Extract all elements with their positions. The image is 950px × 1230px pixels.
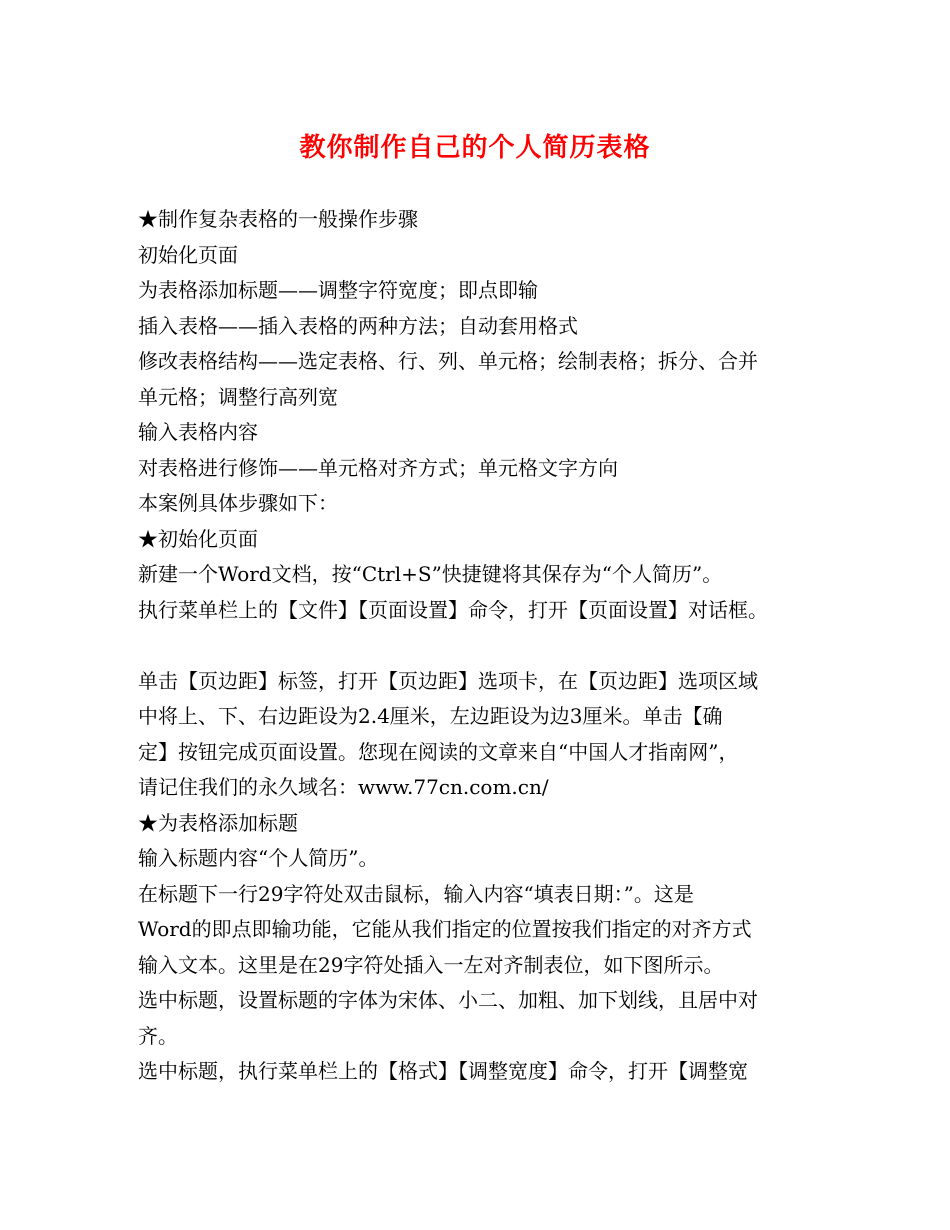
text-line: 输入标题内容“个人简历”。	[138, 846, 379, 870]
text-line: 选中标题，执行菜单栏上的【格式】【调整宽度】命令，打开【调整宽	[138, 1059, 748, 1083]
text-line: 中将上、下、右边距设为2.4厘米，左边距设为边3厘米。单击【确	[138, 704, 723, 728]
text-line: 对表格进行修饰——单元格对齐方式；单元格文字方向	[138, 455, 618, 480]
text-line: 本案例具体步骤如下：	[138, 491, 338, 515]
text-line: ★为表格添加标题	[138, 810, 298, 835]
text-line: 单元格；调整行高列宽	[138, 384, 338, 409]
text-line: 新建一个Word文档，按“Ctrl+S”快捷键将其保存为“个人简历”。	[138, 562, 723, 586]
text-line: 请记住我们的永久域名：www.77cn.com.cn/	[138, 775, 549, 799]
document-body	[138, 202, 828, 1090]
text-line: 选中标题，设置标题的字体为宋体、小二、加粗、加下划线，且居中对	[138, 988, 758, 1012]
text-line: ★制作复杂表格的一般操作步骤	[138, 207, 418, 231]
document-title: 教你制作自己的个人简历表格	[299, 133, 651, 163]
text-line: 定】按钮完成页面设置。您现在阅读的文章来自“中国人才指南网”，	[138, 739, 739, 764]
text-line: 输入文本。这里是在29字符处插入一左对齐制表位，如下图所示。	[138, 952, 724, 977]
text-line: 初始化页面	[138, 242, 238, 267]
text-line: 在标题下一行29字符处双击鼠标，输入内容“填表日期：”。这是	[138, 881, 694, 906]
text-line: 齐。	[138, 1023, 178, 1048]
text-line: 修改表格结构——选定表格、行、列、单元格；绘制表格；拆分、合并	[138, 349, 758, 373]
text-line: Word的即点即输功能，它能从我们指定的位置按我们指定的对齐方式	[138, 917, 752, 941]
text-line: 输入表格内容	[138, 420, 258, 444]
blank-line	[138, 628, 828, 664]
text-line: 为表格添加标题——调整字符宽度；即点即输	[138, 278, 538, 302]
text-line: ★初始化页面	[138, 526, 258, 551]
text-line: 执行菜单栏上的【文件】【页面设置】命令，打开【页面设置】对话框。	[138, 597, 768, 622]
text-line: 单击【页边距】标签，打开【页边距】选项卡，在【页边距】选项区域	[138, 668, 758, 693]
text-line: 插入表格——插入表格的两种方法；自动套用格式	[138, 313, 578, 338]
